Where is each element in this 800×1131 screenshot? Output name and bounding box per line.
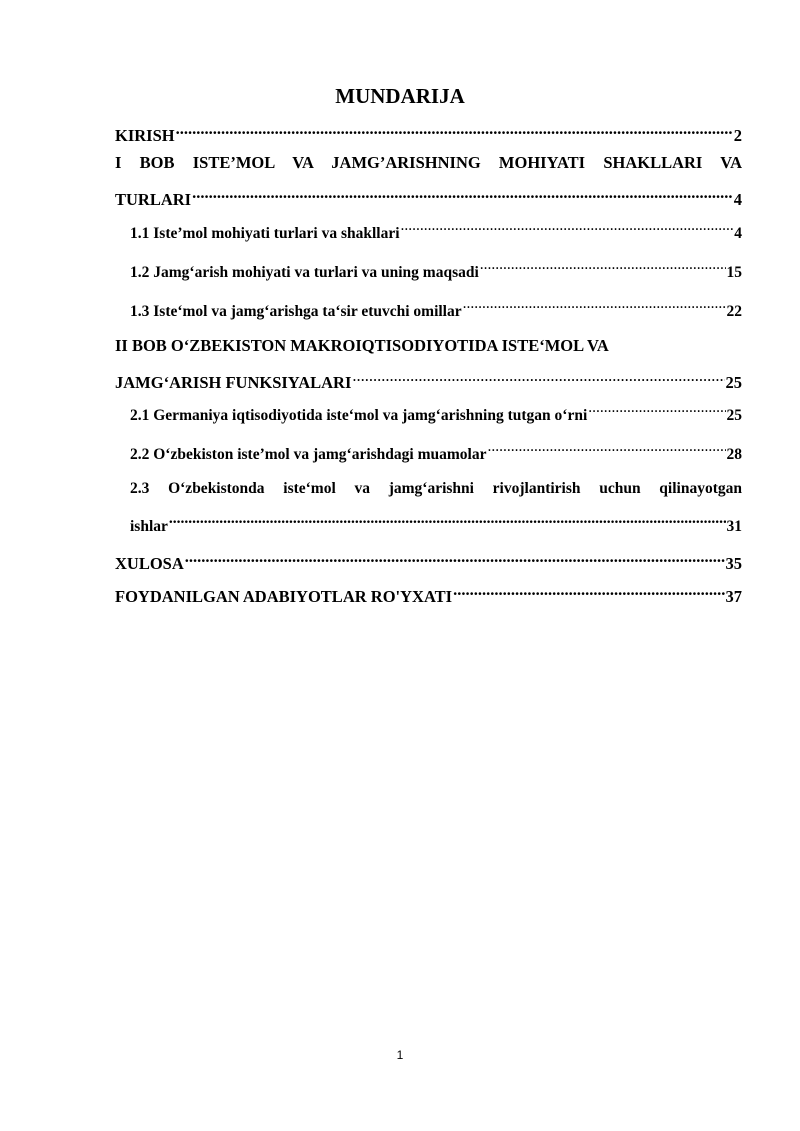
- toc-entry-2-1[interactable]: [130, 400, 742, 426]
- toc-entry-2-2[interactable]: [130, 439, 742, 465]
- toc-entry-chapter-1[interactable]: [115, 185, 742, 210]
- toc-entry-adabiyotlar[interactable]: [115, 582, 742, 607]
- toc-entry-page: 4: [733, 190, 742, 209]
- toc-entry-page: 31: [726, 518, 742, 535]
- toc-entry-label: 1.2 Jamg‘arish mohiyati va turlari va uning maqsadi: [130, 264, 479, 281]
- toc-entry-label: 1.1 Iste’mol mohiyati turlari va shakllari: [130, 225, 400, 242]
- toc-entry-label: KIRISH: [115, 126, 175, 145]
- dot-leader: [185, 549, 725, 569]
- dot-leader: [463, 296, 726, 316]
- toc-entry-1-1[interactable]: [130, 218, 742, 244]
- toc-entry-page: 37: [725, 587, 742, 606]
- page-number: 1: [396, 1048, 404, 1062]
- toc-entry-label: XULOSA: [115, 554, 184, 573]
- toc-entry-1-3[interactable]: [130, 296, 742, 322]
- toc-entry-2-3[interactable]: [130, 511, 742, 537]
- dot-leader: [192, 185, 733, 205]
- dot-leader: [453, 582, 724, 602]
- dot-leader: [176, 121, 733, 141]
- page-title: MUNDARIJA: [335, 84, 465, 108]
- dot-leader: [588, 400, 725, 420]
- toc-entry-label: 2.1 Germaniya iqtisodiyotida iste‘mol va jamg‘arishning tutgan o‘rni: [130, 407, 588, 424]
- toc-chapter-1-title: I BOB ISTE’MOL VA JAMG’ARISHNING MOHIYATI SHAKLLARI VA: [115, 153, 742, 172]
- toc-entry-label: JAMG‘ARISH FUNKSIYALARI: [115, 373, 352, 392]
- toc-entry-kirish[interactable]: [115, 121, 742, 146]
- dot-leader: [487, 439, 725, 459]
- toc-entry-page: 22: [726, 303, 742, 320]
- toc-entry-page: 25: [726, 407, 742, 424]
- toc-entry-page: 35: [725, 554, 742, 573]
- toc-entry-xulosa[interactable]: [115, 549, 742, 574]
- toc-entry-2-3-title: 2.3 O‘zbekistonda iste‘mol va jamg‘arishni rivojlantirish uchun qilinayotgan: [130, 480, 742, 497]
- toc-entry-1-2[interactable]: [130, 257, 742, 283]
- toc-entry-chapter-2[interactable]: [115, 368, 742, 393]
- toc-chapter-2-title: II BOB O‘ZBEKISTON MAKROIQTISODIYOTIDA ISTE‘MOL VA: [115, 336, 609, 355]
- dot-leader: [401, 218, 734, 238]
- toc-entry-page: 28: [726, 446, 742, 463]
- toc-entry-page: 25: [725, 373, 742, 392]
- dot-leader: [169, 511, 726, 531]
- toc-entry-page: 2: [733, 126, 742, 145]
- toc-entry-label: 1.3 Iste‘mol va jamg‘arishga ta‘sir etuvchi omillar: [130, 303, 462, 320]
- toc-entry-page: 4: [734, 225, 742, 242]
- dot-leader: [352, 368, 724, 388]
- toc-entry-label: ishlar: [130, 518, 168, 535]
- toc-entry-page: 15: [726, 264, 742, 281]
- dot-leader: [480, 257, 726, 277]
- toc-entry-label: 2.2 O‘zbekiston iste’mol va jamg‘arishdagi muamolar: [130, 446, 487, 463]
- toc-entry-label: FOYDANILGAN ADABIYOTLAR RO'YXATI: [115, 587, 453, 606]
- toc-entry-label: TURLARI: [115, 190, 192, 209]
